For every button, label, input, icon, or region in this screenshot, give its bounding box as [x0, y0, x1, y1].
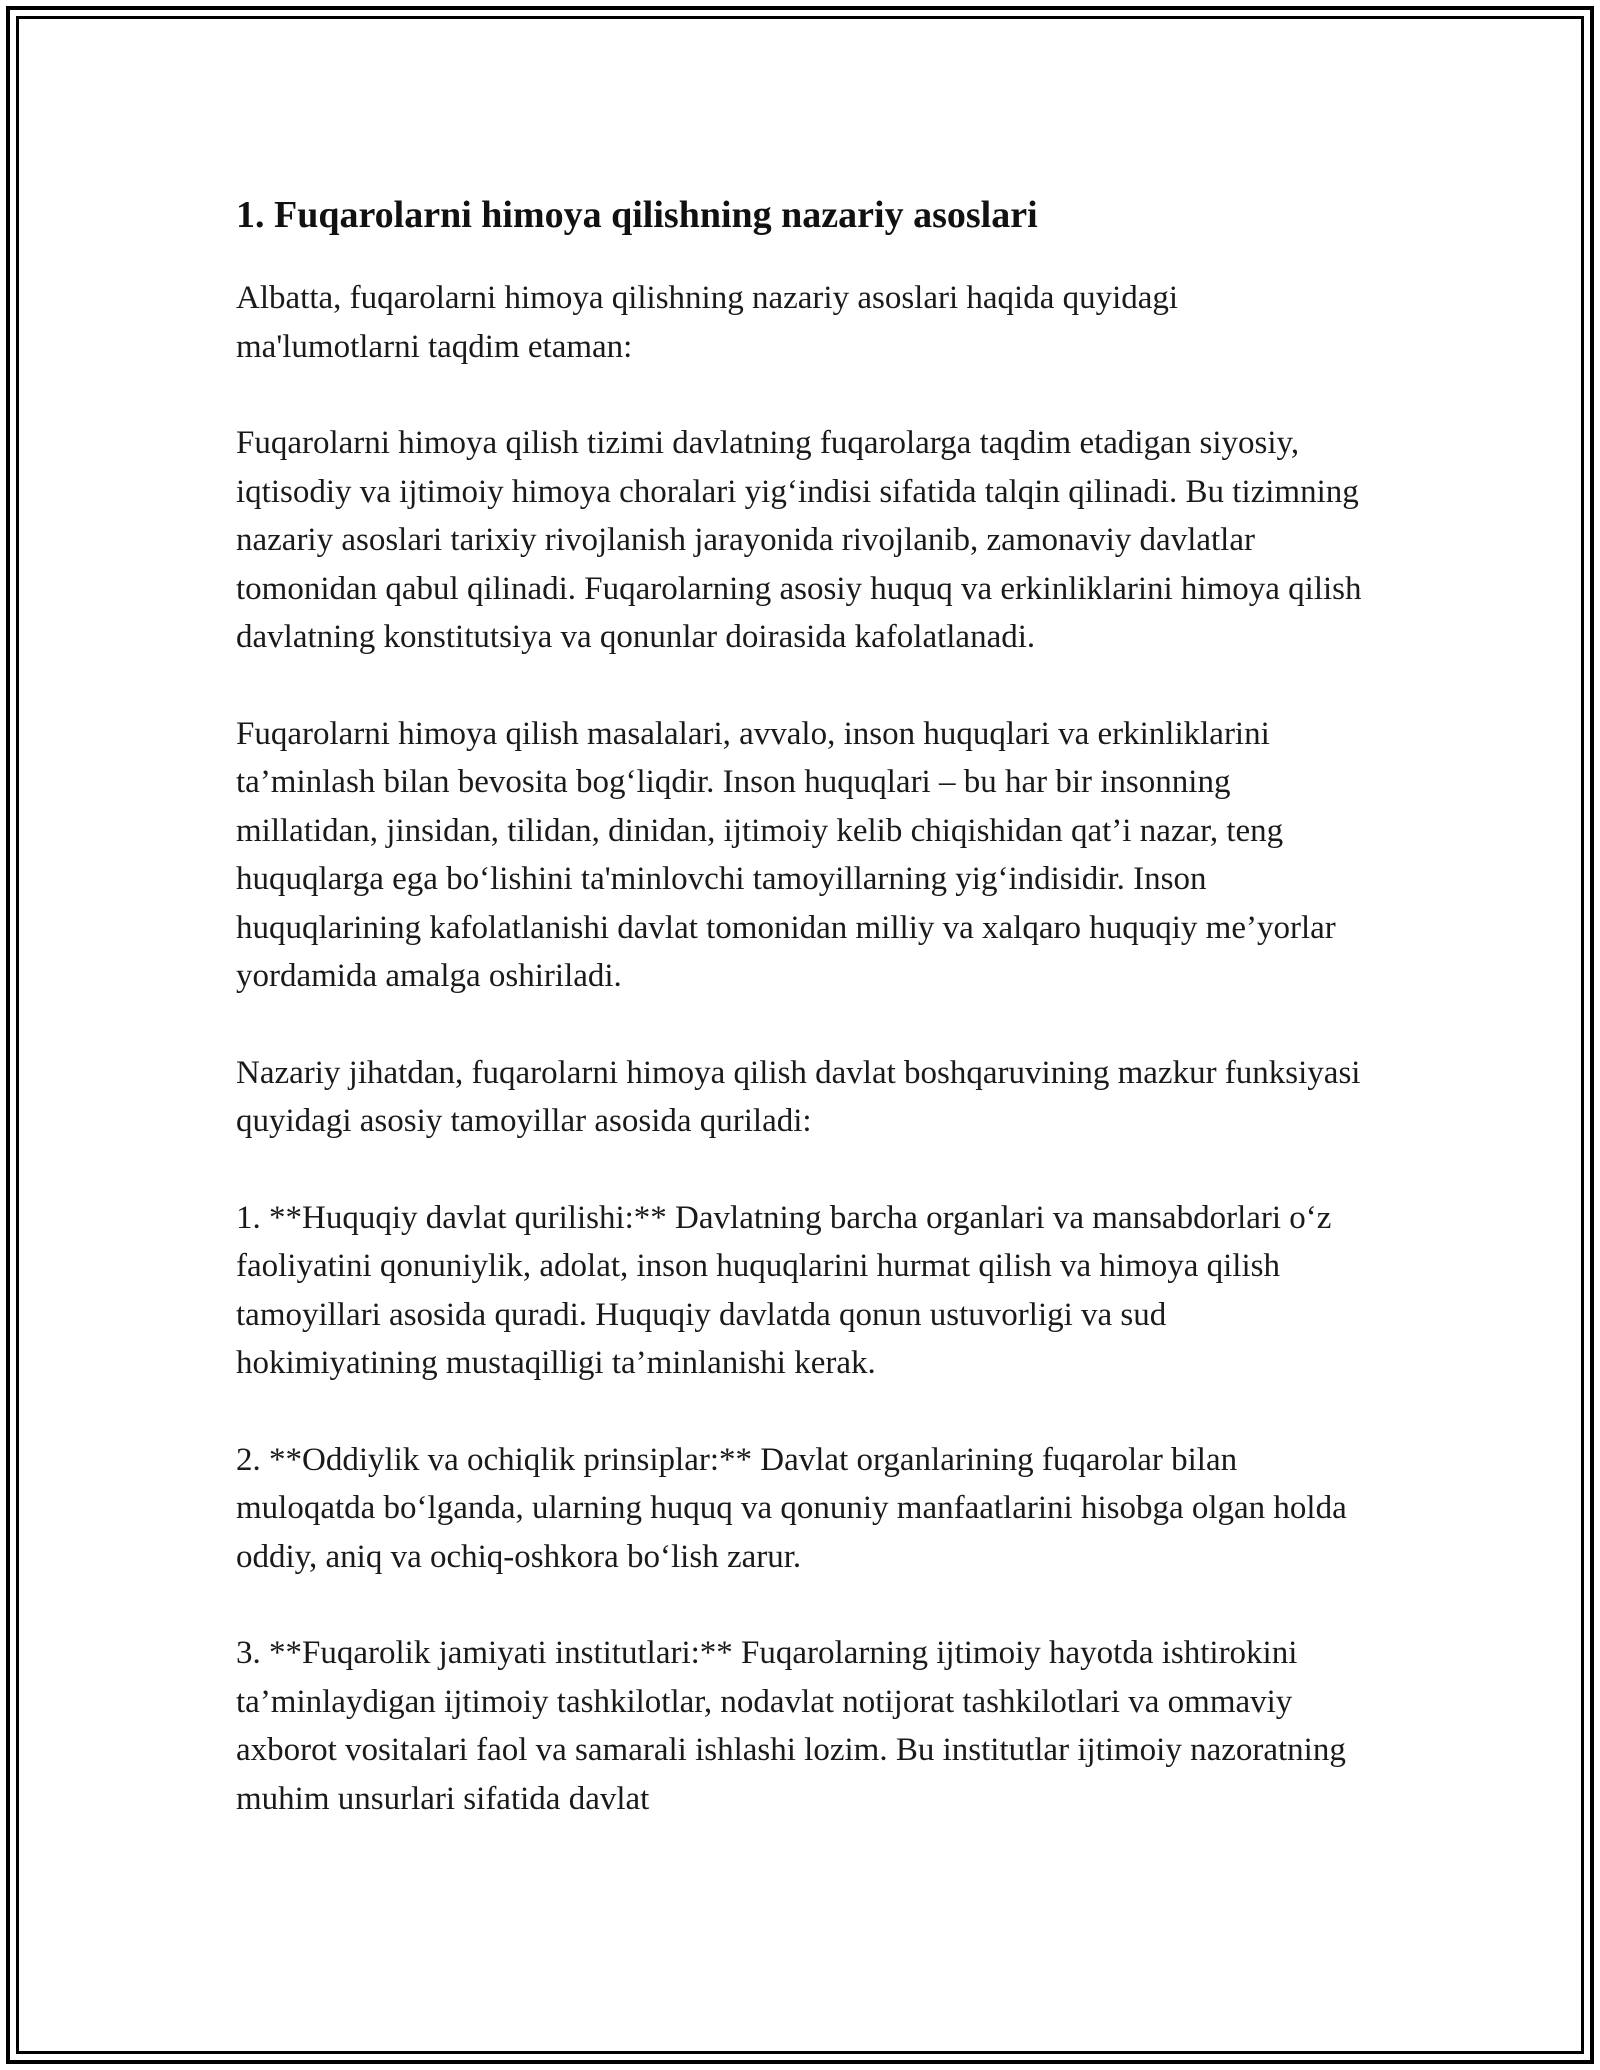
- document-body: [236, 184, 1366, 1823]
- paragraph-protection-system: Fuqarolarni himoya qilish tizimi davlatning fuqarolarga taqdim etadigan siyosiy, iqtisodiy va ijtimoiy himoya choralari yig‘indisi sifatida talqin qilinadi. Bu tizimning nazariy asoslari tarixiy rivojlanish jarayonida rivojlanib, zamonaviy davlatlar tomonidan qabul qilinadi. Fuqarolarning asosiy huquq va erkinliklarini himoya qilish davlatning konstitutsiya va qonunlar doirasida kafolatlanadi.: [236, 425, 1362, 655]
- paragraph-principles-intro: Nazariy jihatdan, fuqarolarni himoya qilish davlat boshqaruvining mazkur funksiyasi quyidagi asosiy tamoyillar asosida quriladi:: [236, 1054, 1361, 1139]
- section-heading: 1. Fuqarolarni himoya qilishning nazariy asoslari: [236, 194, 1038, 236]
- list-item-3: 3. **Fuqarolik jamiyati institutlari:** Fuqarolarning ijtimoiy hayotda ishtirokini ta’minlaydigan ijtimoiy tashkilotlar, nodavlat notijorat tashkilotlari va ommaviy axborot vositalari faol va samarali ishlashi lozim. Bu institutlar ijtimoiy nazoratning muhim unsurlari sifatida davlat: [236, 1635, 1346, 1817]
- list-item-1: 1. **Huquqiy davlat qurilishi:** Davlatning barcha organlari va mansabdorlari o‘z faoliyatini qonuniylik, adolat, inson huquqlarini hurmat qilish va himoya qilish tamoyillari asosida quradi. Huquqiy davlatda qonun ustuvorligi va sud hokimiyatining mustaqilligi ta’minlanishi kerak.: [236, 1199, 1332, 1381]
- paragraph-human-rights: Fuqarolarni himoya qilish masalalari, avvalo, inson huquqlari va erkinliklarini ta’minlash bilan bevosita bog‘liqdir. Inson huquqlari – bu har bir insonning millatidan, jinsidan, tilidan, dinidan, ijtimoiy kelib chiqishidan qat’i nazar, teng huquqlarga ega bo‘lishini ta'minlovchi tamoyillarning yig‘indisidir. Inson huquqlarining kafolatlanishi davlat tomonidan milliy va xalqaro huquqiy me’yorlar yordamida amalga oshiriladi.: [236, 715, 1336, 994]
- list-item-2: 2. **Oddiylik va ochiqlik prinsiplar:** Davlat organlarining fuqarolar bilan muloqatda bo‘lganda, ularning huquq va qonuniy manfaatlarini hisobga olgan holda oddiy, aniq va ochiq-oshkora bo‘lish zarur.: [236, 1441, 1347, 1575]
- intro-paragraph: Albatta, fuqarolarni himoya qilishning nazariy asoslari haqida quyidagi ma'lumotlarni taqdim etaman:: [236, 280, 1179, 365]
